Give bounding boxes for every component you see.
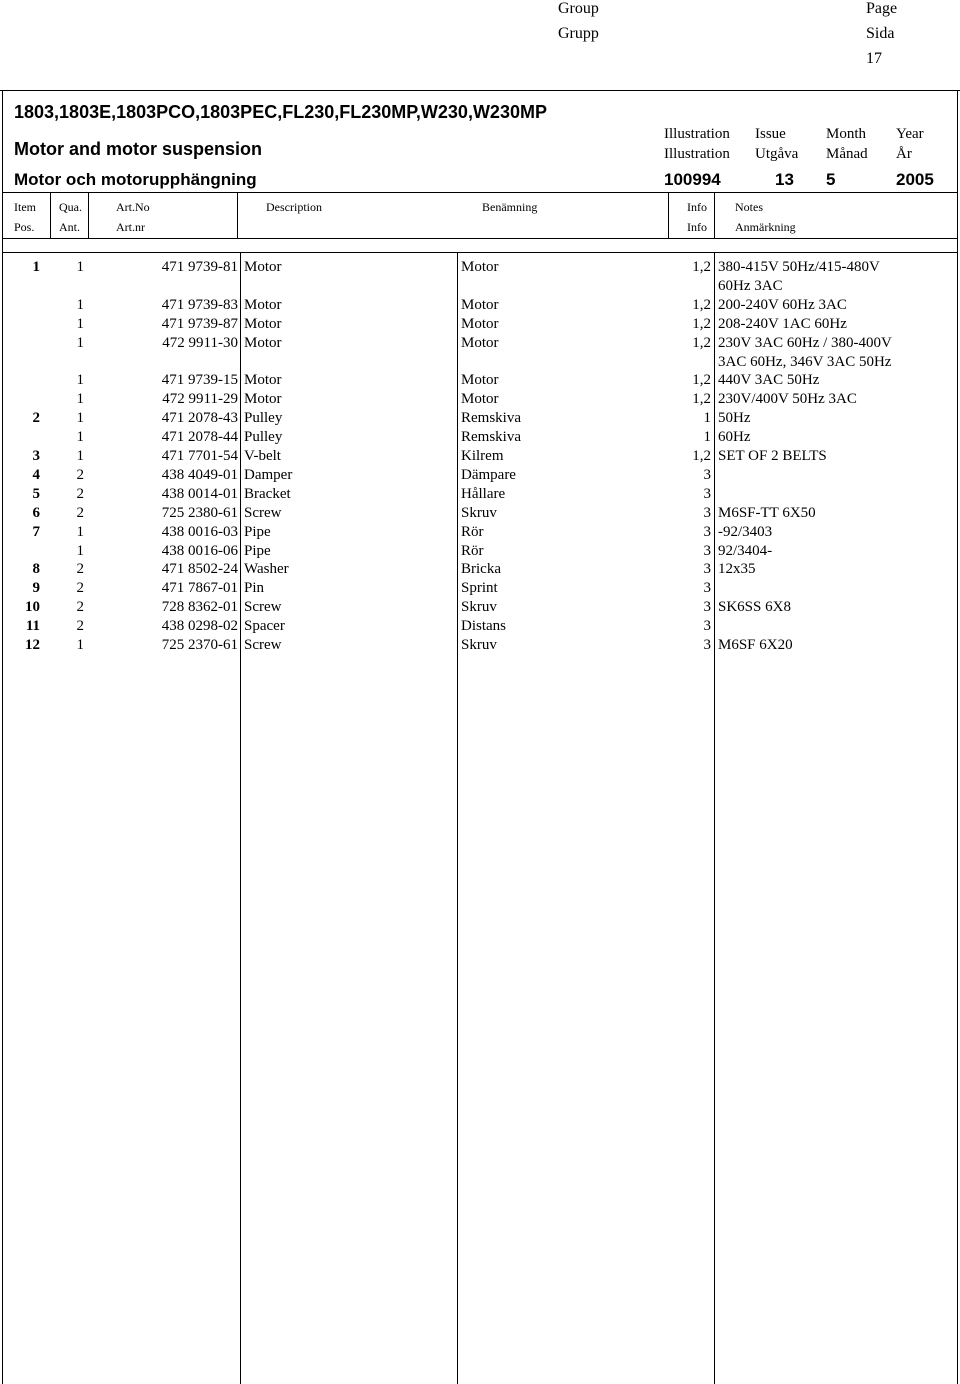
cell-desc: Screw <box>244 637 282 653</box>
cell-notes: 208-240V 1AC 60Hz <box>718 315 847 332</box>
cell-qty: 1 <box>76 296 84 313</box>
cell-item: 10 <box>25 599 40 616</box>
cell-item: 6 <box>32 504 40 521</box>
cell-art: 438 0016-06 <box>161 542 238 559</box>
cell-qty: 1 <box>76 542 84 559</box>
cell-item <box>10 428 40 447</box>
hdr-sep <box>50 192 51 238</box>
cell-ben: Dämpare <box>461 466 516 483</box>
cell-notes: M6SF 6X20 <box>718 637 793 653</box>
cell-item: 2 <box>32 410 40 427</box>
group-label: Group <box>558 0 599 17</box>
cell-desc: Pin <box>244 580 265 597</box>
col-info-sv-header: Info <box>687 220 707 234</box>
cell-qty: 2 <box>76 504 84 521</box>
cell-item <box>10 334 40 353</box>
meta-label-utgava: Utgåva <box>755 146 799 162</box>
cell-desc: Motor <box>244 296 282 313</box>
meta-label-issue: Issue <box>755 126 786 142</box>
title-rule <box>2 192 958 193</box>
cell-qty: 2 <box>76 561 84 578</box>
cell-art: 471 9739-81 <box>161 259 238 275</box>
cell-item <box>10 296 40 315</box>
cell-ben: Skruv <box>461 504 497 521</box>
cell-art: 471 9739-15 <box>161 372 238 389</box>
cell-desc: Screw <box>244 504 282 521</box>
cell-ben: Rör <box>461 542 484 559</box>
col-sep-ben <box>457 252 458 1384</box>
meta-label-manad: Månad <box>826 146 868 162</box>
cell-info: 3 <box>703 637 711 653</box>
cell-art: 438 0014-01 <box>161 485 238 502</box>
col-info-header: Info <box>687 200 707 214</box>
col-sep-desc <box>240 252 241 1384</box>
cell-notes: -92/3403 <box>718 523 773 540</box>
cell-qty: 1 <box>76 523 84 540</box>
cell-art: 472 9911-29 <box>162 391 238 408</box>
title-sv: Motor och motorupphängning <box>14 170 257 189</box>
cell-desc: Motor <box>244 334 282 351</box>
sida-label: Sida <box>866 25 895 42</box>
cell-art: 471 7867-01 <box>161 580 238 597</box>
cell-notes <box>718 617 954 636</box>
cell-info <box>668 277 711 296</box>
right-border <box>957 90 958 1384</box>
cell-info: 3 <box>703 561 711 578</box>
cell-notes: SK6SS 6X8 <box>718 599 791 616</box>
meta-label-year: Year <box>896 126 924 142</box>
cell-qty: 2 <box>76 599 84 616</box>
month-value: 5 <box>826 170 836 189</box>
col-qty-header: Qua. <box>59 200 82 214</box>
meta-label-illustration: Illustration <box>664 126 730 142</box>
cell-notes: 230V 3AC 60Hz / 380-400V <box>718 334 892 351</box>
meta-label-ar: År <box>896 146 912 162</box>
cell-ben: Motor <box>461 315 499 332</box>
cell-art: 471 7701-54 <box>161 448 238 464</box>
cell-ben: Motor <box>461 372 499 389</box>
cell-ben: Distans <box>461 618 506 635</box>
hdr-sep <box>714 192 715 238</box>
cell-desc: Pipe <box>244 523 271 540</box>
cell-art: 728 8362-01 <box>161 599 238 616</box>
cell-ben <box>461 277 661 296</box>
cell-ben: Remskiva <box>461 429 521 446</box>
cell-qty: 2 <box>76 618 84 635</box>
cell-item <box>10 390 40 409</box>
cell-info: 3 <box>703 580 711 597</box>
cell-qty <box>56 353 84 372</box>
cell-desc: V-belt <box>244 448 281 464</box>
cell-info: 3 <box>703 485 711 502</box>
model-list: 1803,1803E,1803PCO,1803PEC,FL230,FL230MP,W230,W230MP <box>14 102 547 122</box>
cell-desc: Motor <box>244 372 282 389</box>
cell-item: 1 <box>32 259 40 275</box>
cell-art: 725 2370-61 <box>161 637 238 653</box>
cell-info: 1,2 <box>692 315 711 332</box>
year-value: 2005 <box>896 170 934 189</box>
cell-art: 725 2380-61 <box>161 504 238 521</box>
cell-ben: Hållare <box>461 485 506 502</box>
cell-notes: 3AC 60Hz, 346V 3AC 50Hz <box>718 353 892 370</box>
col-art-header: Art.No <box>116 200 150 214</box>
cell-info: 1,2 <box>692 296 711 313</box>
cell-art: 438 0016-03 <box>161 523 238 540</box>
issue-number: 13 <box>775 170 794 189</box>
cell-info: 3 <box>703 618 711 635</box>
col-artnr-header: Art.nr <box>116 220 145 234</box>
cell-item: 7 <box>32 523 40 540</box>
cell-ben: Motor <box>461 296 499 313</box>
col-sep-notes <box>714 252 715 1384</box>
cell-item: 8 <box>32 561 40 578</box>
cell-ben: Rör <box>461 523 484 540</box>
cell-qty: 1 <box>76 372 84 389</box>
cell-desc: Washer <box>244 561 289 578</box>
title-en: Motor and motor suspension <box>14 139 263 159</box>
hdr-sep <box>88 192 89 238</box>
cell-item <box>10 315 40 334</box>
grupp-label: Grupp <box>558 25 599 42</box>
cell-qty: 1 <box>76 448 84 464</box>
cell-notes: 60Hz 3AC <box>718 277 783 294</box>
cell-ben: Skruv <box>461 637 497 653</box>
cell-ben: Sprint <box>461 580 498 597</box>
cell-art: 471 2078-44 <box>161 429 238 446</box>
cell-notes: M6SF-TT 6X50 <box>718 504 816 521</box>
cell-notes <box>718 579 954 598</box>
col-ant-header: Ant. <box>59 220 80 234</box>
cell-item: 9 <box>32 580 40 597</box>
cell-qty: 1 <box>76 429 84 446</box>
cell-qty: 2 <box>76 580 84 597</box>
col-item-header: Item <box>14 200 36 214</box>
cell-info: 1 <box>703 410 711 427</box>
cell-notes: 440V 3AC 50Hz <box>718 372 820 389</box>
cell-desc: Motor <box>244 315 282 332</box>
top-rule <box>0 90 960 91</box>
cell-desc: Bracket <box>244 485 291 502</box>
cell-info: 3 <box>703 523 711 540</box>
cell-notes: 12x35 <box>718 561 756 578</box>
illustration-number: 100994 <box>664 170 721 189</box>
cell-art: 471 9739-87 <box>161 315 238 332</box>
cell-ben: Bricka <box>461 561 501 578</box>
cell-info: 3 <box>703 542 711 559</box>
col-anmarkning-header: Anmärkning <box>735 220 796 234</box>
meta-label-month: Month <box>826 126 867 142</box>
cell-qty: 1 <box>76 315 84 332</box>
cell-notes <box>718 466 954 485</box>
cell-qty: 1 <box>76 259 84 275</box>
cell-item <box>10 371 40 390</box>
cell-ben: Motor <box>461 391 499 408</box>
cell-item <box>10 277 40 296</box>
cell-desc: Spacer <box>244 618 285 635</box>
cell-info: 1,2 <box>692 391 711 408</box>
cell-info: 3 <box>703 599 711 616</box>
cell-desc <box>244 277 454 296</box>
cell-art: 438 4049-01 <box>161 466 238 483</box>
header-rule-2 <box>2 252 958 253</box>
cell-item: 11 <box>25 618 40 635</box>
col-notes-header: Notes <box>735 200 763 214</box>
left-border <box>2 90 3 1384</box>
cell-desc: Damper <box>244 466 293 483</box>
cell-art: 471 2078-43 <box>161 410 238 427</box>
cell-item: 3 <box>32 448 40 464</box>
col-ben-header: Benämning <box>482 200 538 214</box>
cell-notes: 380-415V 50Hz/415-480V <box>718 259 880 275</box>
page-label: Page <box>866 0 898 17</box>
cell-ben <box>461 353 661 372</box>
cell-notes: 200-240V 60Hz 3AC <box>718 296 847 313</box>
cell-info: 1,2 <box>692 259 711 275</box>
cell-art: 471 9739-83 <box>161 296 238 313</box>
cell-item <box>10 353 40 372</box>
cell-art: 472 9911-30 <box>162 334 238 351</box>
cell-info: 1 <box>703 429 711 446</box>
cell-art: 438 0298-02 <box>161 618 238 635</box>
cell-desc: Motor <box>244 391 282 408</box>
cell-ben: Motor <box>461 334 499 351</box>
cell-art <box>120 277 238 296</box>
cell-qty <box>56 277 84 296</box>
cell-info: 1,2 <box>692 448 711 464</box>
cell-info: 1,2 <box>692 372 711 389</box>
cell-qty: 2 <box>76 466 84 483</box>
hdr-sep <box>668 192 669 238</box>
cell-notes <box>718 485 954 504</box>
cell-desc: Pipe <box>244 542 271 559</box>
cell-ben: Motor <box>461 259 499 275</box>
cell-art: 471 8502-24 <box>161 561 238 578</box>
meta-label-illustration-sv: Illustration <box>664 146 730 162</box>
cell-desc: Motor <box>244 259 282 275</box>
cell-item: 4 <box>32 466 40 483</box>
cell-info <box>668 353 711 372</box>
header-rule-1 <box>2 238 958 239</box>
cell-qty: 2 <box>76 485 84 502</box>
cell-item: 5 <box>32 485 40 502</box>
cell-qty: 1 <box>76 410 84 427</box>
cell-notes: 60Hz <box>718 429 751 446</box>
cell-desc <box>244 353 454 372</box>
cell-info: 3 <box>703 504 711 521</box>
cell-notes: 230V/400V 50Hz 3AC <box>718 391 857 408</box>
cell-notes: 92/3404- <box>718 542 773 559</box>
cell-desc: Pulley <box>244 429 283 446</box>
cell-notes: SET OF 2 BELTS <box>718 448 827 464</box>
page-number: 17 <box>866 50 882 67</box>
cell-desc: Screw <box>244 599 282 616</box>
cell-desc: Pulley <box>244 410 283 427</box>
cell-notes: 50Hz <box>718 410 751 427</box>
cell-item <box>10 542 40 561</box>
cell-qty: 1 <box>76 637 84 653</box>
cell-ben: Kilrem <box>461 448 504 464</box>
cell-art <box>120 353 238 372</box>
cell-ben: Remskiva <box>461 410 521 427</box>
cell-info: 3 <box>703 466 711 483</box>
cell-qty: 1 <box>76 334 84 351</box>
cell-qty: 1 <box>76 391 84 408</box>
cell-ben: Skruv <box>461 599 497 616</box>
cell-info: 1,2 <box>692 334 711 351</box>
col-desc-header: Description <box>266 200 322 214</box>
cell-item: 12 <box>25 637 40 653</box>
hdr-sep <box>237 192 238 238</box>
col-pos-header: Pos. <box>14 220 35 234</box>
